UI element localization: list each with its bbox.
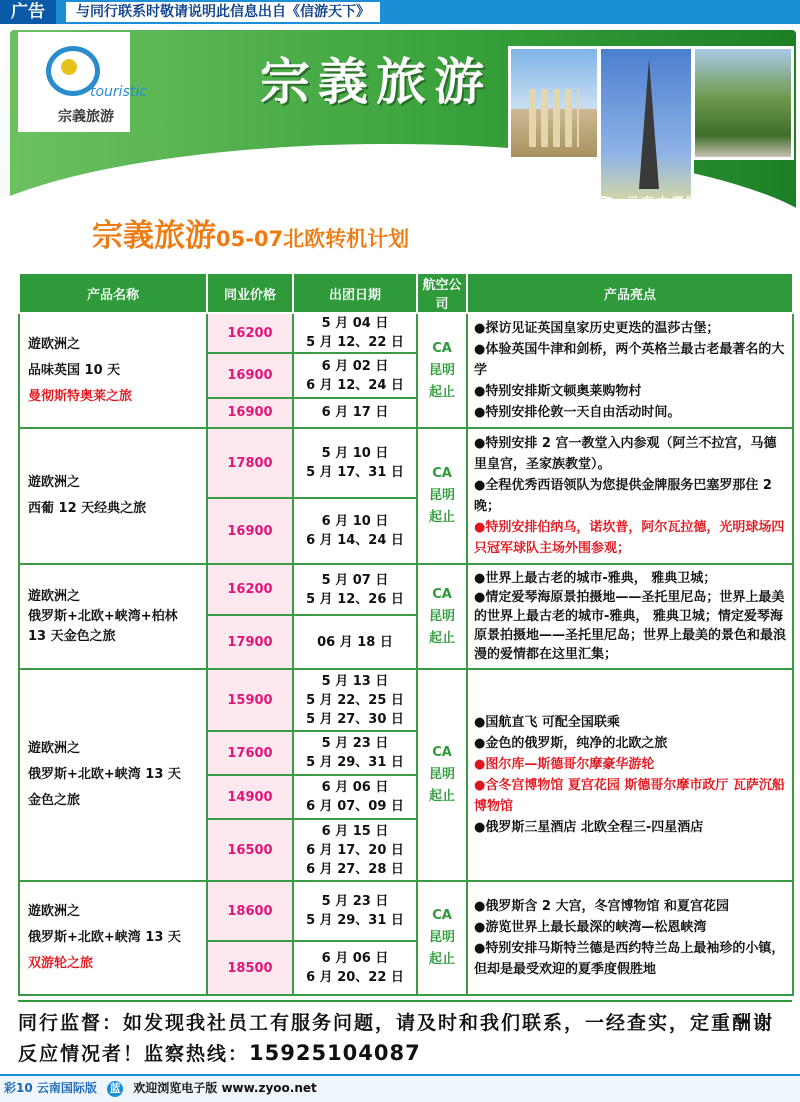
date-cell [293,669,417,731]
price-cell: 16900 [207,498,293,564]
date-line: 5 月 04 日 [321,316,389,332]
airline-line: 起止 [428,952,455,967]
product-name [19,669,207,881]
columns-shape [529,89,579,147]
product-name-line: 西葡 12 天经典之旅 [28,501,147,516]
highlight-item: ●俄罗斯含 2 大宫，冬宫博物馆 和夏宫花园 [474,899,729,914]
date-line: 5 月 17、31 日 [306,465,404,481]
tower-shape [639,59,659,189]
highlight-item: ●情定爱琴海原景拍摄地——圣托里尼岛；世界上最美的世界上最古老的城市-雅典， 雅典卫城；情定爱琴海原景拍摄地——圣托里尼岛；世界上最美的景色和最浪漫的爱情都在这里汇集； [474,590,787,662]
date-cell [293,881,417,941]
agency-emblem-icon: CYTS [578,196,622,222]
brand-title: 宗義旅游 [260,53,492,111]
airline-line: 昆明 [428,488,455,503]
price-cell: 16200 [207,313,293,353]
ad-source-note: 与同行联系时敬请说明此信息出自《信游天下》 [66,2,380,22]
date-line: 6 月 20、22 日 [306,970,404,985]
ad-bar [0,0,800,24]
product-table [18,272,794,996]
product-name-line: 13 天金色之旅 [28,628,116,644]
date-line: 6 月 14、24 日 [306,533,404,549]
price-cell: 17600 [207,731,293,775]
product-name-line: 遊欧洲之 [28,904,81,919]
date-line: 5 月 07 日 [321,572,389,588]
airline-line: CA [432,908,452,923]
highlights-cell [467,881,793,995]
date-line: 5 月 29、31 日 [306,913,404,928]
date-line: 5 月 23 日 [321,736,389,751]
date-line: 5 月 10 日 [321,446,389,462]
ad-tag: 广告 [0,0,56,24]
product-name-line: 俄罗斯+北欧+峡湾 13 天 [28,767,181,782]
date-line: 6 月 02 日 [321,358,389,374]
highlights-cell [467,428,793,564]
airline-line: 昆明 [428,362,455,378]
header-date: 出团日期 [293,273,417,313]
logo-english: touristic [90,84,147,100]
table-row [19,669,793,731]
highlights-cell [467,313,793,428]
highlights-cell [467,564,793,669]
highlight-item: ●全程优秀西语领队为您提供金牌服务巴塞罗那住 2 晚； [474,478,772,514]
date-cell [293,775,417,819]
page-number: 彩10 云南国际版 [4,1081,97,1095]
product-name [19,428,207,564]
date-cell [293,615,417,669]
highlight-item: ●含冬宫博物馆 夏宫花园 斯德哥尔摩市政厅 瓦萨沉船博物馆 [474,778,785,814]
product-name-line: 双游轮之旅 [28,956,94,971]
date-cell [293,941,417,995]
product-name-line: 遊欧洲之 [28,588,81,604]
highlight-item: ●特别安排伦敦一天自由活动时间。 [474,405,681,420]
page-footer-bar [0,1074,800,1102]
highlight-item: ●世界上最古老的城市-雅典， 雅典卫城； [474,571,717,586]
table-row [19,881,793,941]
table-row [19,428,793,498]
date-line: 6 月 12、24 日 [306,377,404,393]
highlight-item: ●游览世界上最长最深的峡湾—松恩峡湾 [474,920,707,935]
airline-cell [417,428,467,564]
date-line: 5 月 22、25 日 [306,692,404,708]
highlight-item: ●探访见证英国皇家历史更迭的温莎古堡； [474,321,720,336]
product-name-line: 俄罗斯+北欧+峡湾+柏林 [28,608,178,624]
hotline-number: 15925104087 [249,1041,421,1065]
date-line: 6 月 15 日 [321,823,389,839]
date-line: 6 月 06 日 [321,951,389,966]
product-name-line: 遊欧洲之 [28,741,81,756]
price-cell: 14900 [207,775,293,819]
airline-cell [417,669,467,881]
price-cell: 18600 [207,881,293,941]
table-row [19,564,793,615]
date-cell [293,564,417,615]
highlight-item: ●特别安排 2 宫一教堂入内参观（阿兰不拉宫，马德里皇宫，圣家族教堂）。 [474,436,777,472]
date-line: 5 月 29、31 日 [306,755,404,770]
date-line: 6 月 10 日 [321,514,389,530]
date-line: 6 月 17 日 [321,405,389,421]
product-name [19,313,207,428]
table-header [19,273,793,313]
product-name-line: 俄罗斯+北欧+峡湾 13 天 [28,930,181,945]
price-cell: 17800 [207,428,293,498]
header-price: 同业价格 [207,273,293,313]
date-line: 5 月 13 日 [321,673,389,689]
product-name [19,564,207,669]
edition-badge: 蓝 [107,1081,123,1097]
airline-line: 昆明 [428,767,455,782]
date-cell [293,498,417,564]
plan-title-sub: 05-07北欧转机计划 [216,227,410,251]
price-cell: 16900 [207,353,293,397]
date-line: 6 月 07、09 日 [306,799,404,814]
date-line: 06 月 18 日 [317,634,393,650]
date-line: 5 月 23 日 [321,894,389,909]
date-cell [293,313,417,353]
date-cell [293,731,417,775]
plan-title-main: 宗義旅游 [92,218,216,254]
airline-cell [417,313,467,428]
photo-valley-town [692,46,794,160]
product-name-line: 遊欧洲之 [28,475,81,490]
price-cell: 16500 [207,819,293,881]
product-name [19,881,207,995]
product-name-line: 遊欧洲之 [28,336,81,352]
date-cell [293,428,417,498]
airline-line: CA [432,745,452,760]
highlight-item: ●国航直飞 可配全国联乘 [474,715,620,730]
airline-line: 昆明 [428,930,455,945]
header-product: 产品名称 [19,273,207,313]
supervision-text: 同行监督：如发现我社员工有服务问题，请及时和我们联系，一经查实，定重酬谢反应情况者！监察热线： [18,1012,775,1065]
website-note: 欢迎浏览电子版 www.zyoo.net [133,1081,317,1095]
price-cell: 17900 [207,615,293,669]
table-row [19,313,793,353]
header-airline: 航空公司 [417,273,467,313]
airline-line: 起止 [428,789,455,804]
date-line: 5 月 27、30 日 [306,711,404,727]
company-logo [18,32,147,132]
logo-chinese: 宗義旅游 [58,109,114,125]
date-cell [293,819,417,881]
highlight-item: ●体验英国牛津和剑桥，两个英格兰最古老最著名的大学 [474,342,785,378]
banner [0,24,800,272]
price-cell: 16900 [207,398,293,428]
date-cell [293,398,417,428]
highlight-item: ●图尔库—斯德哥尔摩豪华游轮 [474,757,655,772]
date-line: 6 月 06 日 [321,780,389,795]
price-cell: 18500 [207,941,293,995]
header-highlights: 产品亮点 [467,273,793,313]
photo-eiffel-tower [598,46,694,202]
date-line: 6 月 27、28 日 [306,861,404,877]
agency-name-en: China Youth Travel Service Co.,Ltd.Yun Nan [626,210,747,228]
highlight-item: ●俄罗斯三星酒店 北欧全程三-四星酒店 [474,820,704,835]
agency-label [578,192,792,226]
photo-greek-columns [508,46,600,160]
price-cell: 16200 [207,564,293,615]
highlights-cell [467,669,793,881]
date-line: 5 月 12、22 日 [306,335,404,351]
highlight-item: ●特别安排马斯特兰德是西约特兰岛上最袖珍的小镇，但却是最受欢迎的夏季度假胜地 [474,941,785,977]
airline-line: CA [432,340,452,356]
airline-cell [417,881,467,995]
airline-line: 昆明 [428,608,455,624]
date-cell [293,353,417,397]
price-cell: 15900 [207,669,293,731]
airline-line: 起止 [428,510,455,525]
date-line: 5 月 12、26 日 [306,591,404,607]
airline-line: CA [432,466,452,481]
highlight-item: ●特别安排斯文顿奥莱购物村 [474,384,642,399]
plan-title [92,210,409,255]
supervision-notice [18,1000,792,1069]
airline-line: 起止 [428,384,455,400]
airline-line: CA [432,586,452,602]
product-name-line: 品味英国 10 天 [28,362,121,378]
airline-line: 起止 [428,630,455,646]
agency-name-cn: 云南中青国际旅行社 [626,196,762,211]
highlight-item: ●金色的俄罗斯，纯净的北欧之旅 [474,736,668,751]
product-name-line: 曼彻斯特奥莱之旅 [28,388,133,404]
airline-cell [417,564,467,669]
highlight-item: ●特别安排伯纳乌，诺坎普，阿尔瓦拉德，光明球场四只冠军球队主场外围参观； [474,520,785,556]
date-line: 6 月 17、20 日 [306,842,404,858]
product-name-line: 金色之旅 [28,793,81,808]
